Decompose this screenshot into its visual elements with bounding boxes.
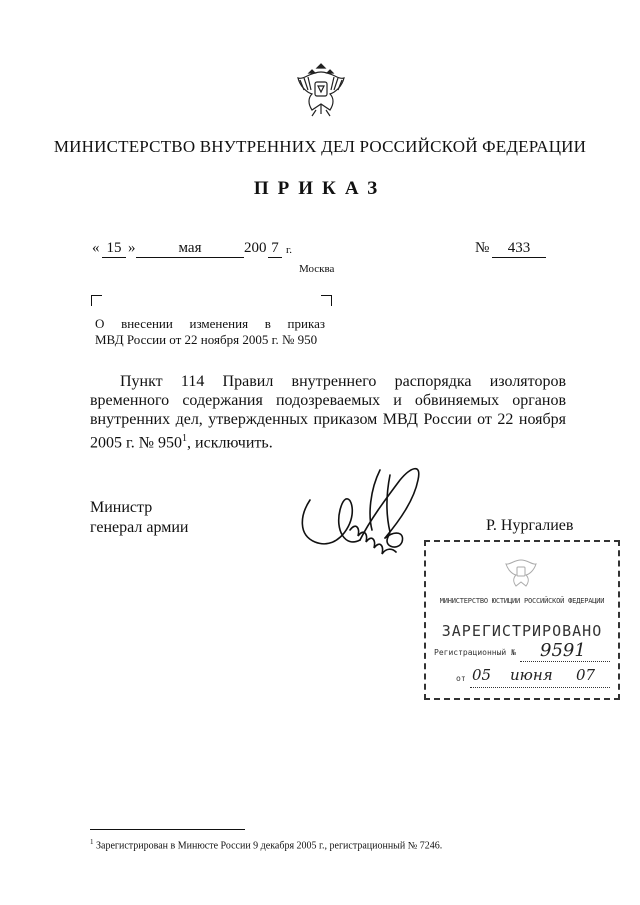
- subject-line-2: МВД России от 22 ноября 2005 г. № 950: [95, 332, 318, 347]
- subject-bracket-left: [91, 295, 102, 306]
- footnote-divider: [90, 829, 245, 830]
- date-day: 15: [102, 240, 126, 258]
- order-number: 433: [492, 240, 546, 258]
- date-year-suffix: г.: [286, 244, 293, 256]
- ministry-title: МИНИСТЕРСТВО ВНУТРЕННИХ ДЕЛ РОССИЙСКОЙ ФЕДЕРАЦИИ: [53, 137, 587, 156]
- document-type-title: ПРИКАЗ: [253, 178, 387, 199]
- signer-position: [90, 498, 188, 538]
- date-open-quote: «: [92, 240, 100, 256]
- stamp-header: МИНИСТЕРСТВО ЮСТИЦИИ РОССИЙСКОЙ ФЕДЕРАЦИИ: [439, 597, 605, 605]
- date-year-digit: 7: [268, 240, 282, 258]
- date-year-prefix: 200: [244, 240, 267, 256]
- body-text: Пункт 114 Правил внутреннего распорядка изоляторов временного содержания подозреваемых и обвиняемых органов внутренних дел, утвержденных приказом МВД России от 22 ноября 2005 г. № 950: [90, 373, 566, 452]
- stamp-registered-label: ЗАРЕГИСТРИРОВАНО: [441, 622, 603, 640]
- footnote-text: Зарегистрирован в Минюсте России 9 декабря 2005 г., регистрационный № 7246.: [96, 840, 443, 852]
- date-close-quote: »: [128, 240, 136, 256]
- registration-stamp: [424, 540, 620, 700]
- body-ending: , исключить.: [187, 434, 273, 452]
- stamp-number-label: Регистрационный №: [434, 648, 516, 657]
- stamp-date-month: июня: [510, 666, 553, 684]
- stamp-registration-number: 9591: [540, 640, 586, 661]
- coat-of-arms-emblem: [290, 58, 352, 120]
- stamp-date-year: 07: [576, 666, 596, 684]
- stamp-date-line: [470, 686, 610, 688]
- footnote-marker: 1: [90, 838, 94, 846]
- position-line-1: Министр: [90, 499, 153, 516]
- date-month: мая: [136, 240, 244, 258]
- signer-name: Р. Нургалиев: [486, 517, 574, 534]
- stamp-date-day: 05: [472, 666, 492, 684]
- order-body: [90, 372, 566, 452]
- footnote: [90, 838, 442, 851]
- footnote-ref: 1: [182, 433, 188, 444]
- order-number-label: №: [475, 240, 490, 256]
- subject-bracket-right: [321, 295, 332, 306]
- stamp-date-prefix: от: [456, 674, 466, 683]
- position-line-2: генерал армии: [90, 519, 189, 536]
- subject-line-1: О внесении изменения в приказ: [95, 316, 325, 331]
- city-label: Москва: [299, 263, 335, 275]
- order-subject: [95, 316, 325, 348]
- stamp-emblem: [501, 552, 541, 592]
